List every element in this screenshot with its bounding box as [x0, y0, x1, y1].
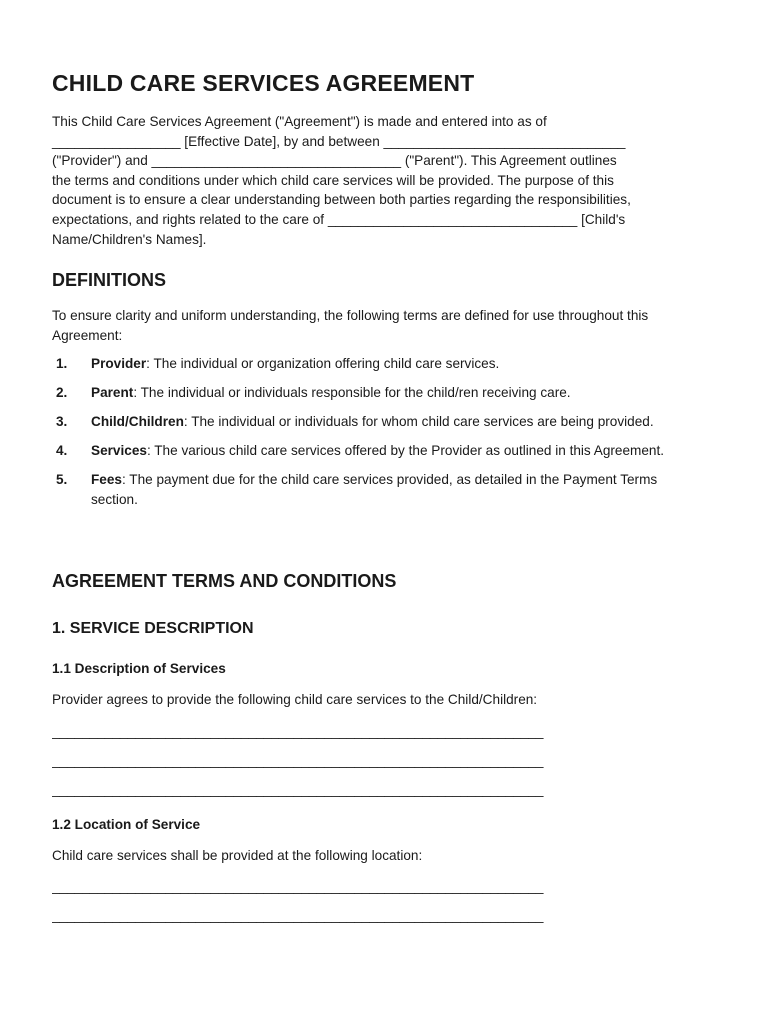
intro-line: the terms and conditions under which child care services will be provided. The purpose of this [52, 172, 614, 188]
definition-item [52, 470, 720, 509]
definition-item [52, 441, 720, 461]
intro-line: expectations, and rights related to the care of _________________________________ [Child's [52, 211, 626, 227]
intro-line: This Child Care Services Agreement ("Agreement") is made and entered into as of [52, 114, 547, 129]
definition-term: Services [91, 442, 147, 458]
definition-number: 3. [56, 413, 68, 429]
definition-item [52, 383, 720, 403]
definition-term: Provider [91, 356, 147, 371]
definition-number: 1. [56, 356, 68, 371]
definition-term: Parent [91, 384, 134, 400]
intro-line: Name/Children's Names]. [52, 231, 207, 247]
definitions-list [52, 354, 720, 519]
definition-number: 2. [56, 384, 68, 400]
definitions-heading: DEFINITIONS [52, 270, 167, 290]
definition-term: Child/Children [91, 413, 184, 429]
terms-heading: AGREEMENT TERMS AND CONDITIONS [52, 571, 397, 591]
location-of-service-text: Child care services shall be provided at the following location: [52, 848, 423, 863]
definition-text: : The individual or individuals for whom child care services are being provided. [183, 413, 654, 429]
intro-line: document is to ensure a clear understanding between both parties regarding the responsibilities, [52, 192, 631, 208]
definition-text: : The individual or individuals responsible for the child/ren receiving care. [133, 384, 571, 400]
service-description-heading: 1. SERVICE DESCRIPTION [52, 620, 254, 637]
definition-text: : The individual or organization offering child care services. [146, 356, 500, 371]
location-blank-line[interactable]: _________________________________________________________________ [52, 879, 544, 894]
definition-number: 5. [56, 471, 68, 487]
definitions-intro: To ensure clarity and uniform understanding, the following terms are defined for use throughout this Agreement: [52, 308, 649, 343]
intro-paragraph [52, 112, 720, 249]
description-of-services-text: Provider agrees to provide the following child care services to the Child/Children: [52, 692, 538, 707]
service-blank-line[interactable]: _________________________________________________________________ [52, 724, 544, 739]
definition-term: Fees [91, 471, 122, 487]
service-blank-line[interactable]: _________________________________________________________________ [52, 782, 544, 797]
intro-line: _________________ [Effective Date], by and between ________________________________ [52, 133, 626, 149]
definition-item [52, 412, 720, 432]
location-blank-line[interactable]: _________________________________________________________________ [52, 908, 544, 923]
definition-number: 4. [56, 442, 68, 458]
description-of-services-heading: 1.1 Description of Services [52, 661, 226, 676]
definition-text: : The various child care services offered by the Provider as outlined in this Agreement. [146, 442, 665, 458]
location-of-service-heading: 1.2 Location of Service [52, 817, 201, 832]
document-title: CHILD CARE SERVICES AGREEMENT [52, 70, 475, 96]
intro-line: ("Provider") and _________________________________ ("Parent"). This Agreement outlines [52, 153, 617, 169]
service-blank-line[interactable]: _________________________________________________________________ [52, 753, 544, 768]
definition-text: : The payment due for the child care services provided, as detailed in the Payment Terms section. [91, 471, 658, 507]
definition-item [52, 354, 720, 374]
